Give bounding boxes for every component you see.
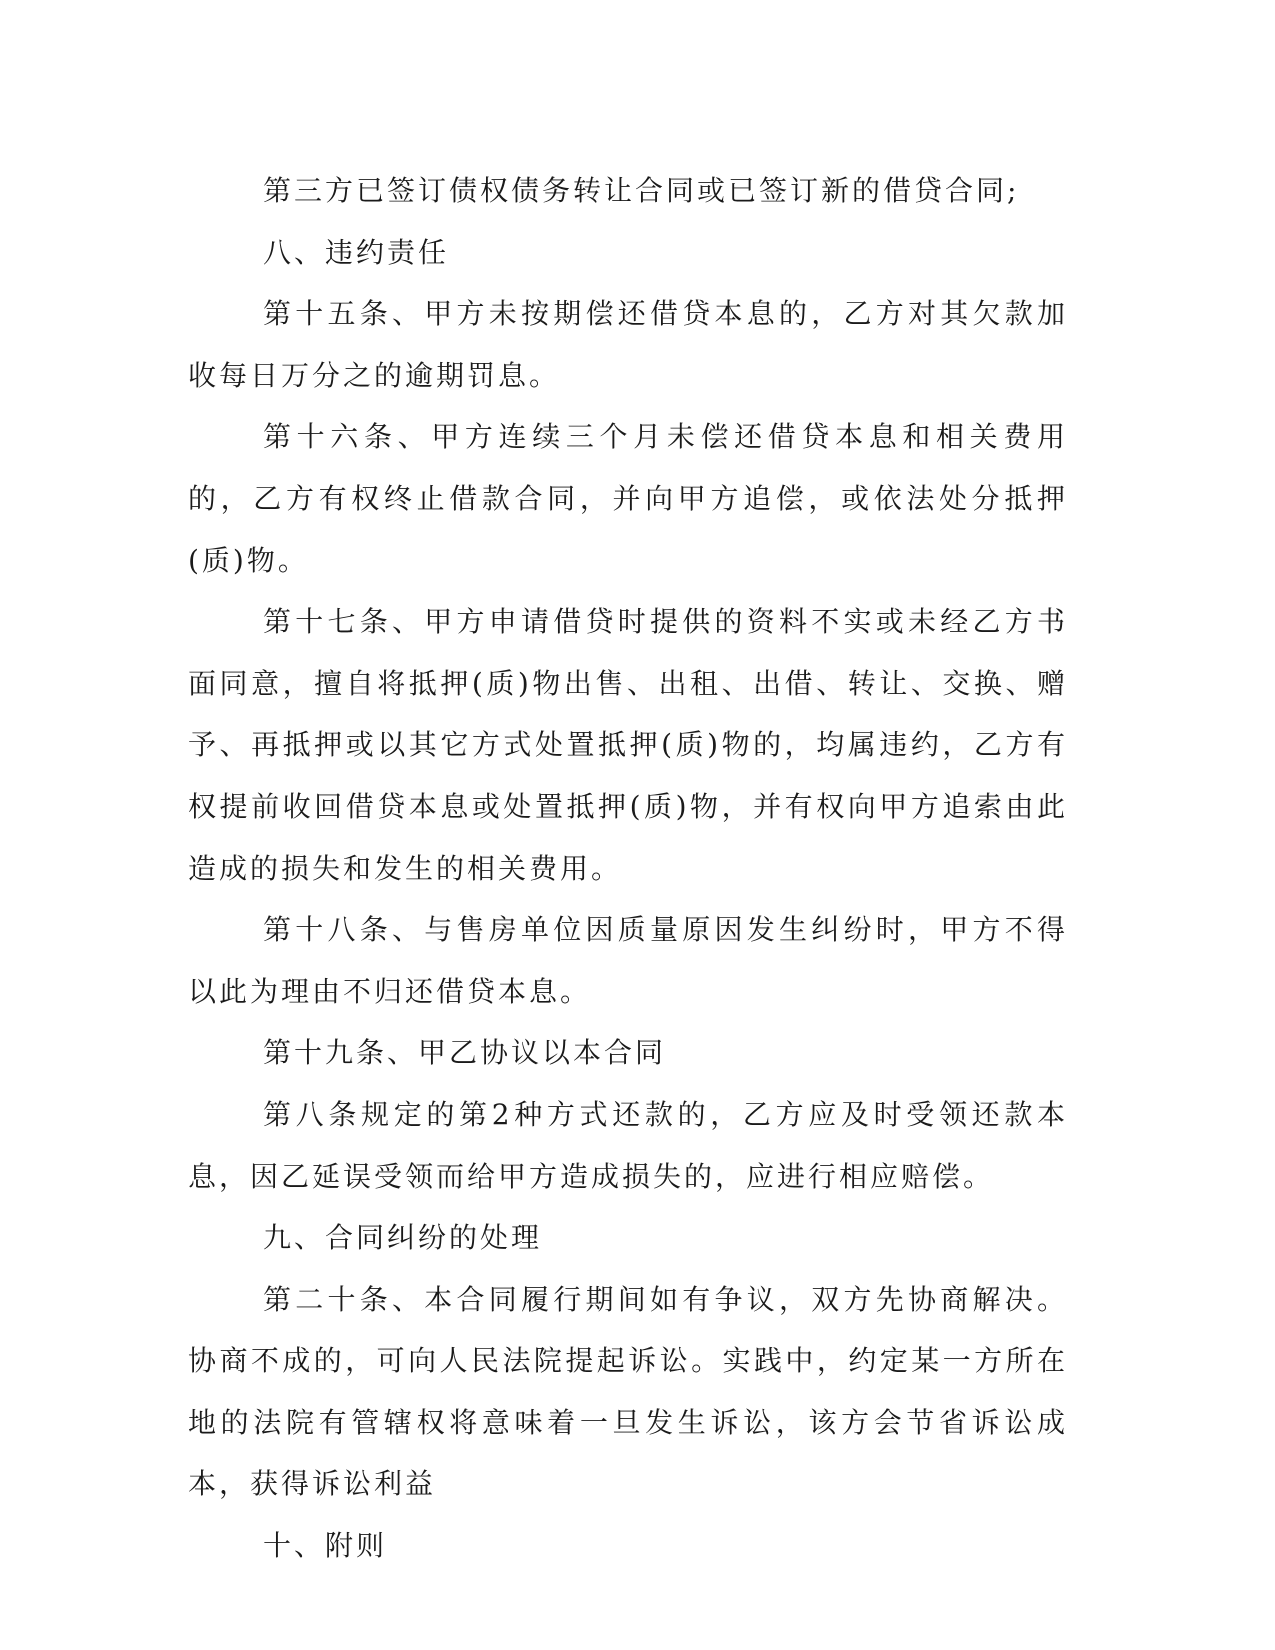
paragraph-article-16: 第十六条、甲方连续三个月未偿还借贷本息和相关费用的，乙方有权终止借款合同，并向甲方追偿，或依法处分抵押(质)物。 [188,420,1068,577]
section-heading-disputes: 九、合同纠纷的处理 [263,1221,543,1255]
paragraph-transfer-contract: 第三方已签订债权债务转让合同或已签订新的借贷合同; [263,174,1020,207]
paragraph-article-17: 第十七条、甲方申请借贷时提供的资料不实或未经乙方书面同意，擅自将抵押(质)物出售、出租、出借、转让、交换、赠予、再抵押或以其它方式处置抵押(质)物的，均属违约，乙方有权提前收回借贷本息或处置抵押(质)物，并有权向甲方追索由此造成的损失和发生的相关费用。 [188,605,1068,885]
section-heading-supplementary: 十、附则 [263,1529,388,1563]
paragraph-article-19: 第十九条、甲乙协议以本合同 [263,1036,667,1070]
paragraph-article-20: 第二十条、本合同履行期间如有争议，双方先协商解决。协商不成的，可向人民法院提起诉讼。实践中，约定某一方所在地的法院有管辖权将意味着一旦发生诉讼，该方会节省诉讼成本，获得诉讼利益 [188,1282,1068,1501]
paragraph-article-8-repayment: 第八条规定的第2种方式还款的，乙方应及时受领还款本息，因乙延误受领而给甲方造成损失的，应进行相应赔偿。 [188,1097,1068,1193]
document-body [188,160,1068,1577]
paragraph-article-15: 第十五条、甲方未按期偿还借贷本息的，乙方对其欠款加收每日万分之的逾期罚息。 [188,297,1068,392]
section-heading-breach: 八、违约责任 [263,235,450,269]
paragraph-article-18: 第十八条、与售房单位因质量原因发生纠纷时，甲方不得以此为理由不归还借贷本息。 [188,913,1068,1008]
